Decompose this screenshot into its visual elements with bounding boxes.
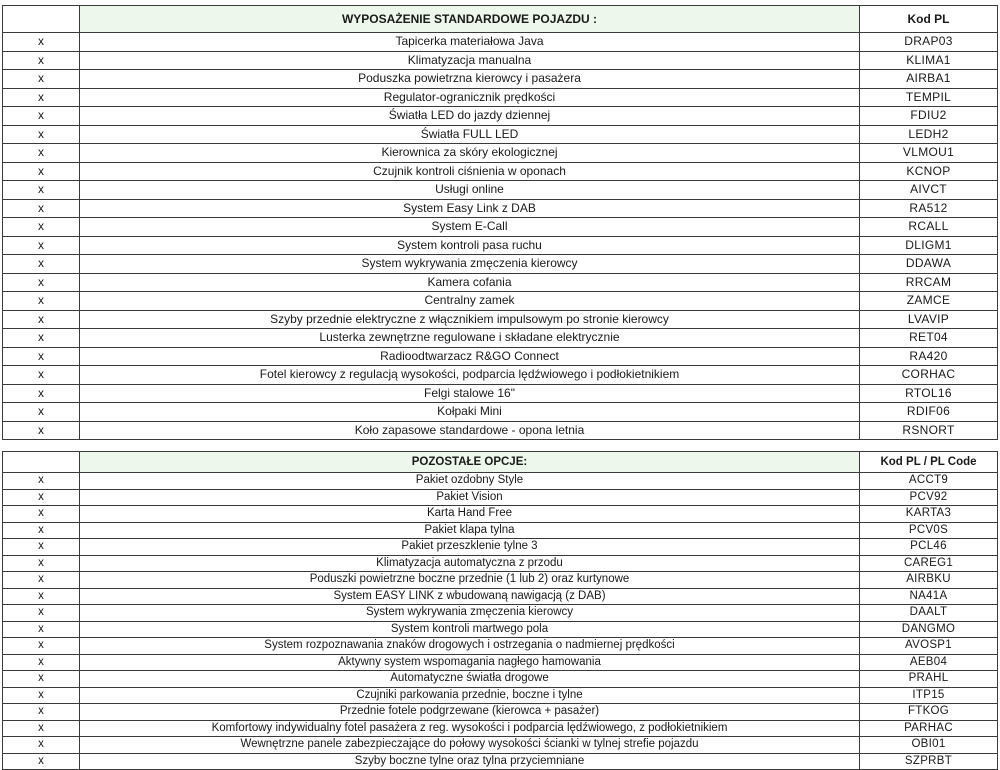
code-cell: PCL46 [860, 539, 998, 556]
description-cell: Poduszki powietrzne boczne przednie (1 lub 2) oraz kurtynowe [80, 572, 860, 589]
mark-cell: x [3, 473, 80, 490]
table-row [3, 403, 998, 422]
mark-column-header [3, 452, 80, 473]
code-cell: CAREG1 [860, 555, 998, 572]
description-cell: Usługi online [80, 181, 860, 200]
description-cell: Karta Hand Free [80, 506, 860, 523]
mark-cell: x [3, 737, 80, 754]
other-options-table [2, 451, 998, 770]
mark-cell: x [3, 605, 80, 622]
mark-cell: x [3, 255, 80, 274]
table-row [3, 687, 998, 704]
code-cell: DRAP03 [860, 33, 998, 52]
table-row [3, 33, 998, 52]
description-cell: Klimatyzacja manualna [80, 51, 860, 70]
standard-equipment-table [2, 5, 998, 440]
code-cell: PCV92 [860, 489, 998, 506]
table-row [3, 162, 998, 181]
code-cell: FDIU2 [860, 107, 998, 126]
mark-cell: x [3, 199, 80, 218]
description-cell: System EASY LINK z wbudowaną nawigacją (z DAB) [80, 588, 860, 605]
mark-cell: x [3, 638, 80, 655]
code-cell: RTOL16 [860, 384, 998, 403]
code-cell: RCALL [860, 218, 998, 237]
table-row [3, 347, 998, 366]
table-row [3, 720, 998, 737]
mark-cell: x [3, 506, 80, 523]
standard-header-row [3, 6, 998, 33]
description-cell: Komfortowy indywidualny fotel pasażera z reg. wysokości i podparcia lędźwiowego, z podłokietnikiem [80, 720, 860, 737]
mark-cell: x [3, 107, 80, 126]
table-row [3, 737, 998, 754]
standard-code-header: Kod PL [860, 6, 998, 33]
code-cell: DLIGM1 [860, 236, 998, 255]
mark-column-header [3, 6, 80, 33]
code-cell: ITP15 [860, 687, 998, 704]
code-cell: AIRBKU [860, 572, 998, 589]
mark-cell: x [3, 33, 80, 52]
mark-cell: x [3, 539, 80, 556]
description-cell: System E-Call [80, 218, 860, 237]
table-row [3, 753, 998, 770]
mark-cell: x [3, 555, 80, 572]
mark-cell: x [3, 310, 80, 329]
options-title: POZOSTAŁE OPCJE: [80, 452, 860, 473]
mark-cell: x [3, 88, 80, 107]
table-row [3, 704, 998, 721]
mark-cell: x [3, 366, 80, 385]
description-cell: System wykrywania zmęczenia kierowcy [80, 255, 860, 274]
mark-cell: x [3, 687, 80, 704]
table-row [3, 572, 998, 589]
code-cell: LVAVIP [860, 310, 998, 329]
description-cell: Czujnik kontroli ciśnienia w oponach [80, 162, 860, 181]
table-row [3, 255, 998, 274]
table-row [3, 70, 998, 89]
description-cell: Światła LED do jazdy dziennej [80, 107, 860, 126]
table-row [3, 125, 998, 144]
code-cell: RSNORT [860, 421, 998, 440]
table-row [3, 671, 998, 688]
description-cell: Szyby boczne tylne oraz tylna przyciemniane [80, 753, 860, 770]
options-header-row [3, 452, 998, 473]
code-cell: FTKOG [860, 704, 998, 721]
description-cell: Pakiet klapa tylna [80, 522, 860, 539]
code-cell: AEB04 [860, 654, 998, 671]
mark-cell: x [3, 421, 80, 440]
code-cell: AVOSP1 [860, 638, 998, 655]
description-cell: Czujniki parkowania przednie, boczne i tylne [80, 687, 860, 704]
table-row [3, 366, 998, 385]
description-cell: Lusterka zewnętrzne regulowane i składane elektrycznie [80, 329, 860, 348]
mark-cell: x [3, 51, 80, 70]
table-row [3, 292, 998, 311]
description-cell: Światła FULL LED [80, 125, 860, 144]
mark-cell: x [3, 522, 80, 539]
description-cell: Tapicerka materiałowa Java [80, 33, 860, 52]
table-row [3, 605, 998, 622]
table-row [3, 88, 998, 107]
mark-cell: x [3, 329, 80, 348]
code-cell: RA420 [860, 347, 998, 366]
table-row [3, 621, 998, 638]
mark-cell: x [3, 621, 80, 638]
mark-cell: x [3, 704, 80, 721]
mark-cell: x [3, 125, 80, 144]
description-cell: Kamera cofania [80, 273, 860, 292]
description-cell: Szyby przednie elektryczne z włącznikiem impulsowym po stronie kierowcy [80, 310, 860, 329]
mark-cell: x [3, 162, 80, 181]
mark-cell: x [3, 753, 80, 770]
table-row [3, 489, 998, 506]
standard-title: WYPOSAŻENIE STANDARDOWE POJAZDU : [80, 6, 860, 33]
mark-cell: x [3, 384, 80, 403]
description-cell: System rozpoznawania znaków drogowych i ostrzegania o nadmiernej prędkości [80, 638, 860, 655]
code-cell: RET04 [860, 329, 998, 348]
mark-cell: x [3, 572, 80, 589]
table-row [3, 273, 998, 292]
table-row [3, 51, 998, 70]
mark-cell: x [3, 181, 80, 200]
code-cell: PARHAC [860, 720, 998, 737]
table-row [3, 555, 998, 572]
code-cell: VLMOU1 [860, 144, 998, 163]
description-cell: System kontroli martwego pola [80, 621, 860, 638]
mark-cell: x [3, 403, 80, 422]
code-cell: DAALT [860, 605, 998, 622]
description-cell: Fotel kierowcy z regulacją wysokości, podparcia lędźwiowego i podłokietnikiem [80, 366, 860, 385]
code-cell: AIVCT [860, 181, 998, 200]
table-row [3, 310, 998, 329]
description-cell: Pakiet Vision [80, 489, 860, 506]
mark-cell: x [3, 671, 80, 688]
code-cell: NA41A [860, 588, 998, 605]
description-cell: System wykrywania zmęczenia kierowcy [80, 605, 860, 622]
description-cell: Centralny zamek [80, 292, 860, 311]
mark-cell: x [3, 489, 80, 506]
mark-cell: x [3, 236, 80, 255]
code-cell: LEDH2 [860, 125, 998, 144]
table-row [3, 199, 998, 218]
table-row [3, 421, 998, 440]
description-cell: Koło zapasowe standardowe - opona letnia [80, 421, 860, 440]
mark-cell: x [3, 218, 80, 237]
code-cell: TEMPIL [860, 88, 998, 107]
description-cell: Klimatyzacja automatyczna z przodu [80, 555, 860, 572]
code-cell: KLIMA1 [860, 51, 998, 70]
description-cell: Automatyczne światła drogowe [80, 671, 860, 688]
code-cell: ACCT9 [860, 473, 998, 490]
code-cell: CORHAC [860, 366, 998, 385]
table-row [3, 107, 998, 126]
code-cell: RRCAM [860, 273, 998, 292]
description-cell: Kołpaki Mini [80, 403, 860, 422]
table-row [3, 522, 998, 539]
mark-cell: x [3, 292, 80, 311]
code-cell: ZAMCE [860, 292, 998, 311]
mark-cell: x [3, 720, 80, 737]
description-cell: Regulator-ogranicznik prędkości [80, 88, 860, 107]
table-row [3, 654, 998, 671]
description-cell: System Easy Link z DAB [80, 199, 860, 218]
description-cell: Poduszka powietrzna kierowcy i pasażera [80, 70, 860, 89]
description-cell: Pakiet przeszklenie tylne 3 [80, 539, 860, 556]
table-row [3, 236, 998, 255]
description-cell: Aktywny system wspomagania nagłego hamowania [80, 654, 860, 671]
table-row [3, 329, 998, 348]
code-cell: PCV0S [860, 522, 998, 539]
table-row [3, 473, 998, 490]
table-row [3, 506, 998, 523]
code-cell: SZPRBT [860, 753, 998, 770]
description-cell: Wewnętrzne panele zabezpieczające do połowy wysokości ścianki w tylnej strefie pojazdu [80, 737, 860, 754]
table-row [3, 144, 998, 163]
code-cell: KCNOP [860, 162, 998, 181]
mark-cell: x [3, 347, 80, 366]
options-code-header: Kod PL / PL Code [860, 452, 998, 473]
description-cell: System kontroli pasa ruchu [80, 236, 860, 255]
table-row [3, 588, 998, 605]
mark-cell: x [3, 588, 80, 605]
code-cell: KARTA3 [860, 506, 998, 523]
mark-cell: x [3, 144, 80, 163]
code-cell: RDIF06 [860, 403, 998, 422]
description-cell: Radioodtwarzacz R&GO Connect [80, 347, 860, 366]
code-cell: OBI01 [860, 737, 998, 754]
table-row [3, 384, 998, 403]
table-row [3, 181, 998, 200]
table-row [3, 638, 998, 655]
code-cell: PRAHL [860, 671, 998, 688]
description-cell: Przednie fotele podgrzewane (kierowca + pasażer) [80, 704, 860, 721]
table-row [3, 539, 998, 556]
mark-cell: x [3, 70, 80, 89]
mark-cell: x [3, 273, 80, 292]
mark-cell: x [3, 654, 80, 671]
table-row [3, 218, 998, 237]
description-cell: Felgi stalowe 16" [80, 384, 860, 403]
code-cell: DANGMO [860, 621, 998, 638]
code-cell: DDAWA [860, 255, 998, 274]
description-cell: Kierownica za skóry ekologicznej [80, 144, 860, 163]
description-cell: Pakiet ozdobny Style [80, 473, 860, 490]
code-cell: RA512 [860, 199, 998, 218]
code-cell: AIRBA1 [860, 70, 998, 89]
